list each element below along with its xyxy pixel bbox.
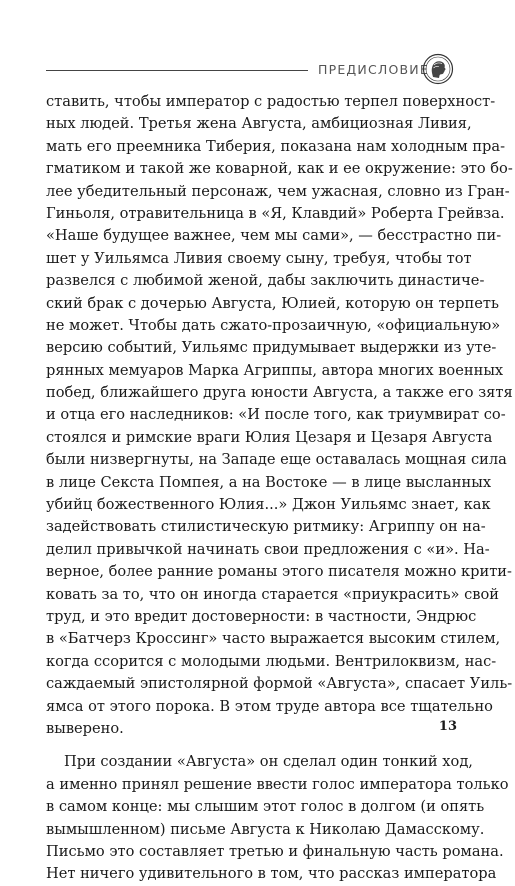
text-line: были низвергнуты, на Западе еще оставалась мощная сила	[46, 451, 507, 469]
running-title: ПРЕДИСЛОВИЕ	[318, 62, 429, 77]
text-line: ных людей. Третья жена Августа, амбициозная Ливия,	[46, 115, 472, 133]
text-line: Письмо это составляет третью и финальную часть романа.	[46, 842, 504, 860]
running-header	[46, 52, 485, 88]
text-line: ставить, чтобы император с радостью терпел поверхност-	[46, 93, 496, 110]
text-line: стоялся и римские враги Юлия Цезаря и Цезаря Августа	[46, 428, 493, 446]
text-line: гматиком и такой же коварной, как и ее окружение: это бо-	[46, 160, 513, 178]
text-line: делил привычкой начинать свои предложения с «и». На-	[46, 540, 490, 558]
text-line: задействовать стилистическую ритмику: Агриппу он на-	[46, 518, 486, 536]
text-line: верное, более ранние романы этого писателя можно крити-	[46, 563, 512, 581]
text-line: ский брак с дочерью Августа, Юлией, которую он терпеть	[46, 294, 499, 312]
text-line: Нет ничего удивительного в том, что рассказ императора	[46, 865, 497, 883]
text-line: ковать за то, что он иногда старается «приукрасить» свой	[46, 585, 500, 603]
text-line: и отца его наследников: «И после того, как триумвират со-	[46, 406, 506, 424]
text-line: Гиньоля, отравительница в «Я, Клавдий» Роберта Грейвза.	[46, 204, 505, 222]
head-profile-icon	[422, 53, 454, 85]
text-line: побед, ближайшего друга юности Августа, а также его зятя	[46, 384, 513, 402]
text-line: шет у Уильямса Ливия своему сыну, требуя, чтобы тот	[46, 249, 472, 267]
text-line: вымышленном) письме Августа к Николаю Дамасскому.	[46, 820, 485, 838]
text-line: «Наше будущее важнее, чем мы сами», — бесстрастно пи-	[46, 227, 502, 245]
text-line: а именно принял решение ввести голос императора только	[46, 775, 509, 793]
paragraph	[46, 91, 513, 740]
text-line: когда ссорится с молодыми людьми. Вентрилоквизм, нас-	[46, 652, 497, 670]
text-line: в самом конце: мы слышим этот голос в долгом (и опять	[46, 798, 485, 816]
paragraph	[46, 751, 509, 885]
text-line: лее убедительный персонаж, чем ужасная, словно из Гран-	[46, 182, 510, 200]
text-line: саждаемый эпистолярной формой «Августа», спасает Уиль-	[46, 675, 513, 693]
text-line: выверено.	[46, 719, 124, 737]
text-line: При создании «Августа» он сделал один тонкий ход,	[64, 753, 473, 771]
text-line: в лице Секста Помпея, а на Востоке — в лице высланных	[46, 473, 492, 491]
text-line: в «Батчерз Кроссинг» часто выражается высоким стилем,	[46, 630, 501, 648]
text-line: убийц божественного Юлия...» Джон Уильямс знает, как	[46, 496, 491, 514]
text-line: развелся с любимой женой, дабы заключить династиче-	[46, 272, 485, 290]
text-line: не может. Чтобы дать сжато-прозаичную, «официальную»	[46, 316, 501, 334]
text-line: труд, и это вредит достоверности: в частности, Эндрюс	[46, 607, 477, 625]
body-text	[46, 91, 513, 886]
page-number: 13	[438, 719, 457, 734]
header-rule	[46, 70, 308, 71]
text-line: мать его преемника Тиберия, показана нам холодным пра-	[46, 137, 506, 155]
text-line: версию событий, Уильямс придумывает выдержки из уте-	[46, 339, 497, 357]
text-line: ямса от этого порока. В этом труде автора все тщательно	[46, 697, 493, 715]
text-line: рянных мемуаров Марка Агриппы, автора многих военных	[46, 361, 504, 379]
